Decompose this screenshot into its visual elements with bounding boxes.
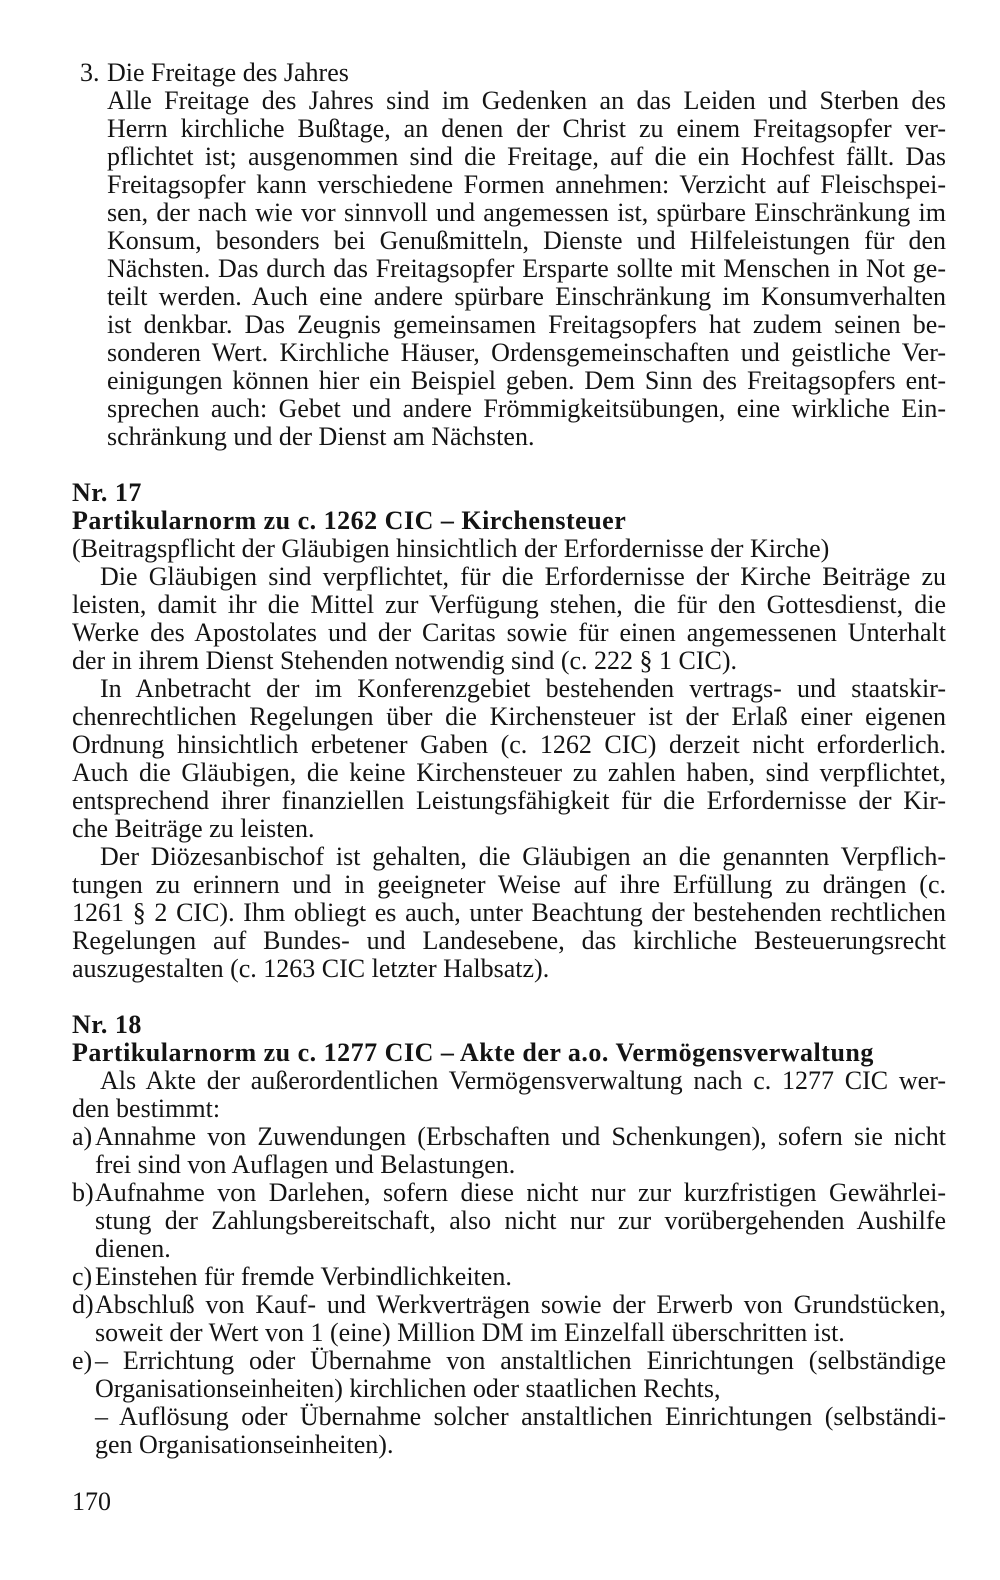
text-line: den bestimmt: bbox=[72, 1094, 221, 1123]
text-line: Die Gläubigen sind verpflichtet, für die Erfordernisse der Kirche Beiträge zu bbox=[100, 562, 946, 591]
list-item-label: c) bbox=[72, 1262, 93, 1291]
paragraph bbox=[72, 843, 946, 983]
text-line: leisten, damit ihr die Mittel zur Verfügung stehen, die für den Gottesdienst, die bbox=[72, 590, 946, 619]
list-item-d bbox=[72, 1291, 946, 1347]
paragraph bbox=[72, 563, 946, 675]
text-line: Herrn kirchliche Bußtage, an denen der Christ zu einem Freitagsopfer ver- bbox=[107, 114, 946, 143]
text-line: sprechen auch: Gebet und andere Frömmigkeitsübungen, eine wirkliche Ein- bbox=[107, 394, 946, 423]
text-line: frei sind von Auflagen und Belastungen. bbox=[95, 1150, 516, 1179]
text-line: Regelungen auf Bundes- und Landesebene, das kirchliche Besteuerungsrecht bbox=[72, 926, 946, 955]
norm-17-body bbox=[72, 563, 946, 983]
norm-17-title: Partikularnorm zu c. 1262 CIC – Kirchensteuer bbox=[72, 506, 627, 535]
text-line: dienen. bbox=[95, 1234, 171, 1263]
paragraph bbox=[72, 675, 946, 843]
text-line: Annahme von Zuwendungen (Erbschaften und Schenkungen), sofern sie nicht bbox=[95, 1122, 946, 1151]
text-line: Alle Freitage des Jahres sind im Gedenken an das Leiden und Sterben des bbox=[107, 86, 946, 115]
list-item-label: d) bbox=[72, 1290, 94, 1319]
text-line: Ordnung hinsichtlich erbetener Gaben (c. 1262 CIC) derzeit nicht erforderlich. bbox=[72, 730, 946, 759]
text-line: Der Diözesanbischof ist gehalten, die Gläubigen an die genannten Verpflich- bbox=[100, 842, 946, 871]
text-line: Einstehen für fremde Verbindlichkeiten. bbox=[95, 1262, 512, 1291]
text-line: In Anbetracht der im Konferenzgebiet bestehenden vertrags- und staatskir- bbox=[100, 674, 946, 703]
norm-18-title: Partikularnorm zu c. 1277 CIC – Akte der a.o. Vermögensverwaltung bbox=[72, 1038, 874, 1067]
list-item-text bbox=[95, 1263, 946, 1291]
text-line: entsprechend ihrer finanziellen Leistungsfähigkeit für die Erfordernisse der Kir- bbox=[72, 786, 946, 815]
text-line: sen, der nach wie vor sinnvoll und angemessen ist, spürbare Einschränkung im bbox=[107, 198, 946, 227]
paragraph bbox=[72, 1067, 946, 1123]
text-line: einigungen können hier ein Beispiel geben. Dem Sinn des Freitagsopfers ent- bbox=[107, 366, 946, 395]
norm-17 bbox=[72, 479, 946, 983]
text-line: Auch die Gläubigen, die keine Kirchensteuer zu zahlen haben, sind verpflichtet, bbox=[72, 758, 946, 787]
text-line: tungen zu erinnern und in geeigneter Weise auf ihre Erfüllung zu drängen (c. bbox=[72, 870, 946, 899]
section-3-title: Die Freitage des Jahres bbox=[107, 58, 349, 87]
text-line: chenrechtlichen Regelungen über die Kirchensteuer ist der Erlaß einer eigenen bbox=[72, 702, 946, 731]
list-item-text bbox=[95, 1123, 946, 1179]
text-line: soweit der Wert von 1 (eine) Million DM im Einzelfall überschritten ist. bbox=[95, 1318, 845, 1347]
text-line: Abschluß von Kauf- und Werkverträgen sowie der Erwerb von Grundstücken, bbox=[95, 1290, 946, 1319]
section-3-body bbox=[107, 87, 946, 451]
text-line: Als Akte der außerordentlichen Vermögensverwaltung nach c. 1277 CIC wer- bbox=[100, 1066, 946, 1095]
norm-18-list bbox=[72, 1123, 946, 1459]
text-line: sonderen Wert. Kirchliche Häuser, Ordensgemeinschaften und geistliche Ver- bbox=[107, 338, 946, 367]
text-line: Konsum, besonders bei Genußmitteln, Dienste und Hilfeleistungen für den bbox=[107, 226, 946, 255]
text-line: stung der Zahlungsbereitschaft, also nicht nur zur vorübergehenden Aushilfe bbox=[95, 1206, 946, 1235]
list-item-text bbox=[95, 1291, 946, 1347]
list-item-b bbox=[72, 1179, 946, 1263]
text-line: Aufnahme von Darlehen, sofern diese nicht nur zur kurzfristigen Gewährlei- bbox=[95, 1178, 946, 1207]
text-line: Freitagsopfer kann verschiedene Formen annehmen: Verzicht auf Fleischspei- bbox=[107, 170, 946, 199]
text-line: auszugestalten (c. 1263 CIC letzter Halbsatz). bbox=[72, 954, 550, 983]
text-line: gen Organisationseinheiten). bbox=[95, 1430, 394, 1459]
list-item-label: b) bbox=[72, 1178, 94, 1207]
list-item-c bbox=[72, 1263, 946, 1291]
list-item-text bbox=[95, 1347, 946, 1403]
page-content bbox=[72, 59, 946, 1516]
text-line: 1261 § 2 CIC). Ihm obliegt es auch, unter Beachtung der bestehenden rechtlichen bbox=[72, 898, 946, 927]
section-3-heading bbox=[72, 59, 946, 87]
text-line: ist denkbar. Das Zeugnis gemeinsamen Freitagsopfers hat zudem seinen be- bbox=[107, 310, 946, 339]
list-item-a bbox=[72, 1123, 946, 1179]
text-line: Nächsten. Das durch das Freitagsopfer Ersparte sollte mit Menschen in Not ge- bbox=[107, 254, 946, 283]
text-line: Werke des Apostolates und der Caritas sowie für einen angemessenen Unterhalt bbox=[72, 618, 946, 647]
paragraph bbox=[107, 87, 946, 451]
text-line: pflichtet ist; ausgenommen sind die Freitage, auf die ein Hochfest fällt. Das bbox=[107, 142, 946, 171]
section-3-number: 3. bbox=[80, 58, 100, 87]
text-line: der in ihrem Dienst Stehenden notwendig sind (c. 222 § 1 CIC). bbox=[72, 646, 738, 675]
list-item-text bbox=[95, 1403, 946, 1459]
page-number: 170 bbox=[72, 1487, 111, 1516]
list-item-label: a) bbox=[72, 1122, 93, 1151]
norm-17-number: Nr. 17 bbox=[72, 478, 142, 507]
section-3 bbox=[72, 59, 946, 451]
list-item-label: e) bbox=[72, 1346, 93, 1375]
list-item-e bbox=[72, 1347, 946, 1459]
norm-18-number: Nr. 18 bbox=[72, 1010, 142, 1039]
norm-18-intro bbox=[72, 1067, 946, 1123]
norm-17-subtitle: (Beitragspflicht der Gläubigen hinsichtlich der Erfordernisse der Kirche) bbox=[72, 534, 830, 563]
norm-18 bbox=[72, 1011, 946, 1459]
text-line: schränkung und der Dienst am Nächsten. bbox=[107, 422, 535, 451]
text-line: – Auflösung oder Übernahme solcher anstaltlichen Einrichtungen (selbständi- bbox=[95, 1402, 946, 1431]
text-line: – Errichtung oder Übernahme von anstaltlichen Einrichtungen (selbständige bbox=[95, 1346, 946, 1375]
text-line: Organisationseinheiten) kirchlichen oder staatlichen Rechts, bbox=[95, 1374, 721, 1403]
text-line: teilt werden. Auch eine andere spürbare Einschränkung im Konsumverhalten bbox=[107, 282, 946, 311]
list-item-text bbox=[95, 1179, 946, 1263]
text-line: che Beiträge zu leisten. bbox=[72, 814, 315, 843]
